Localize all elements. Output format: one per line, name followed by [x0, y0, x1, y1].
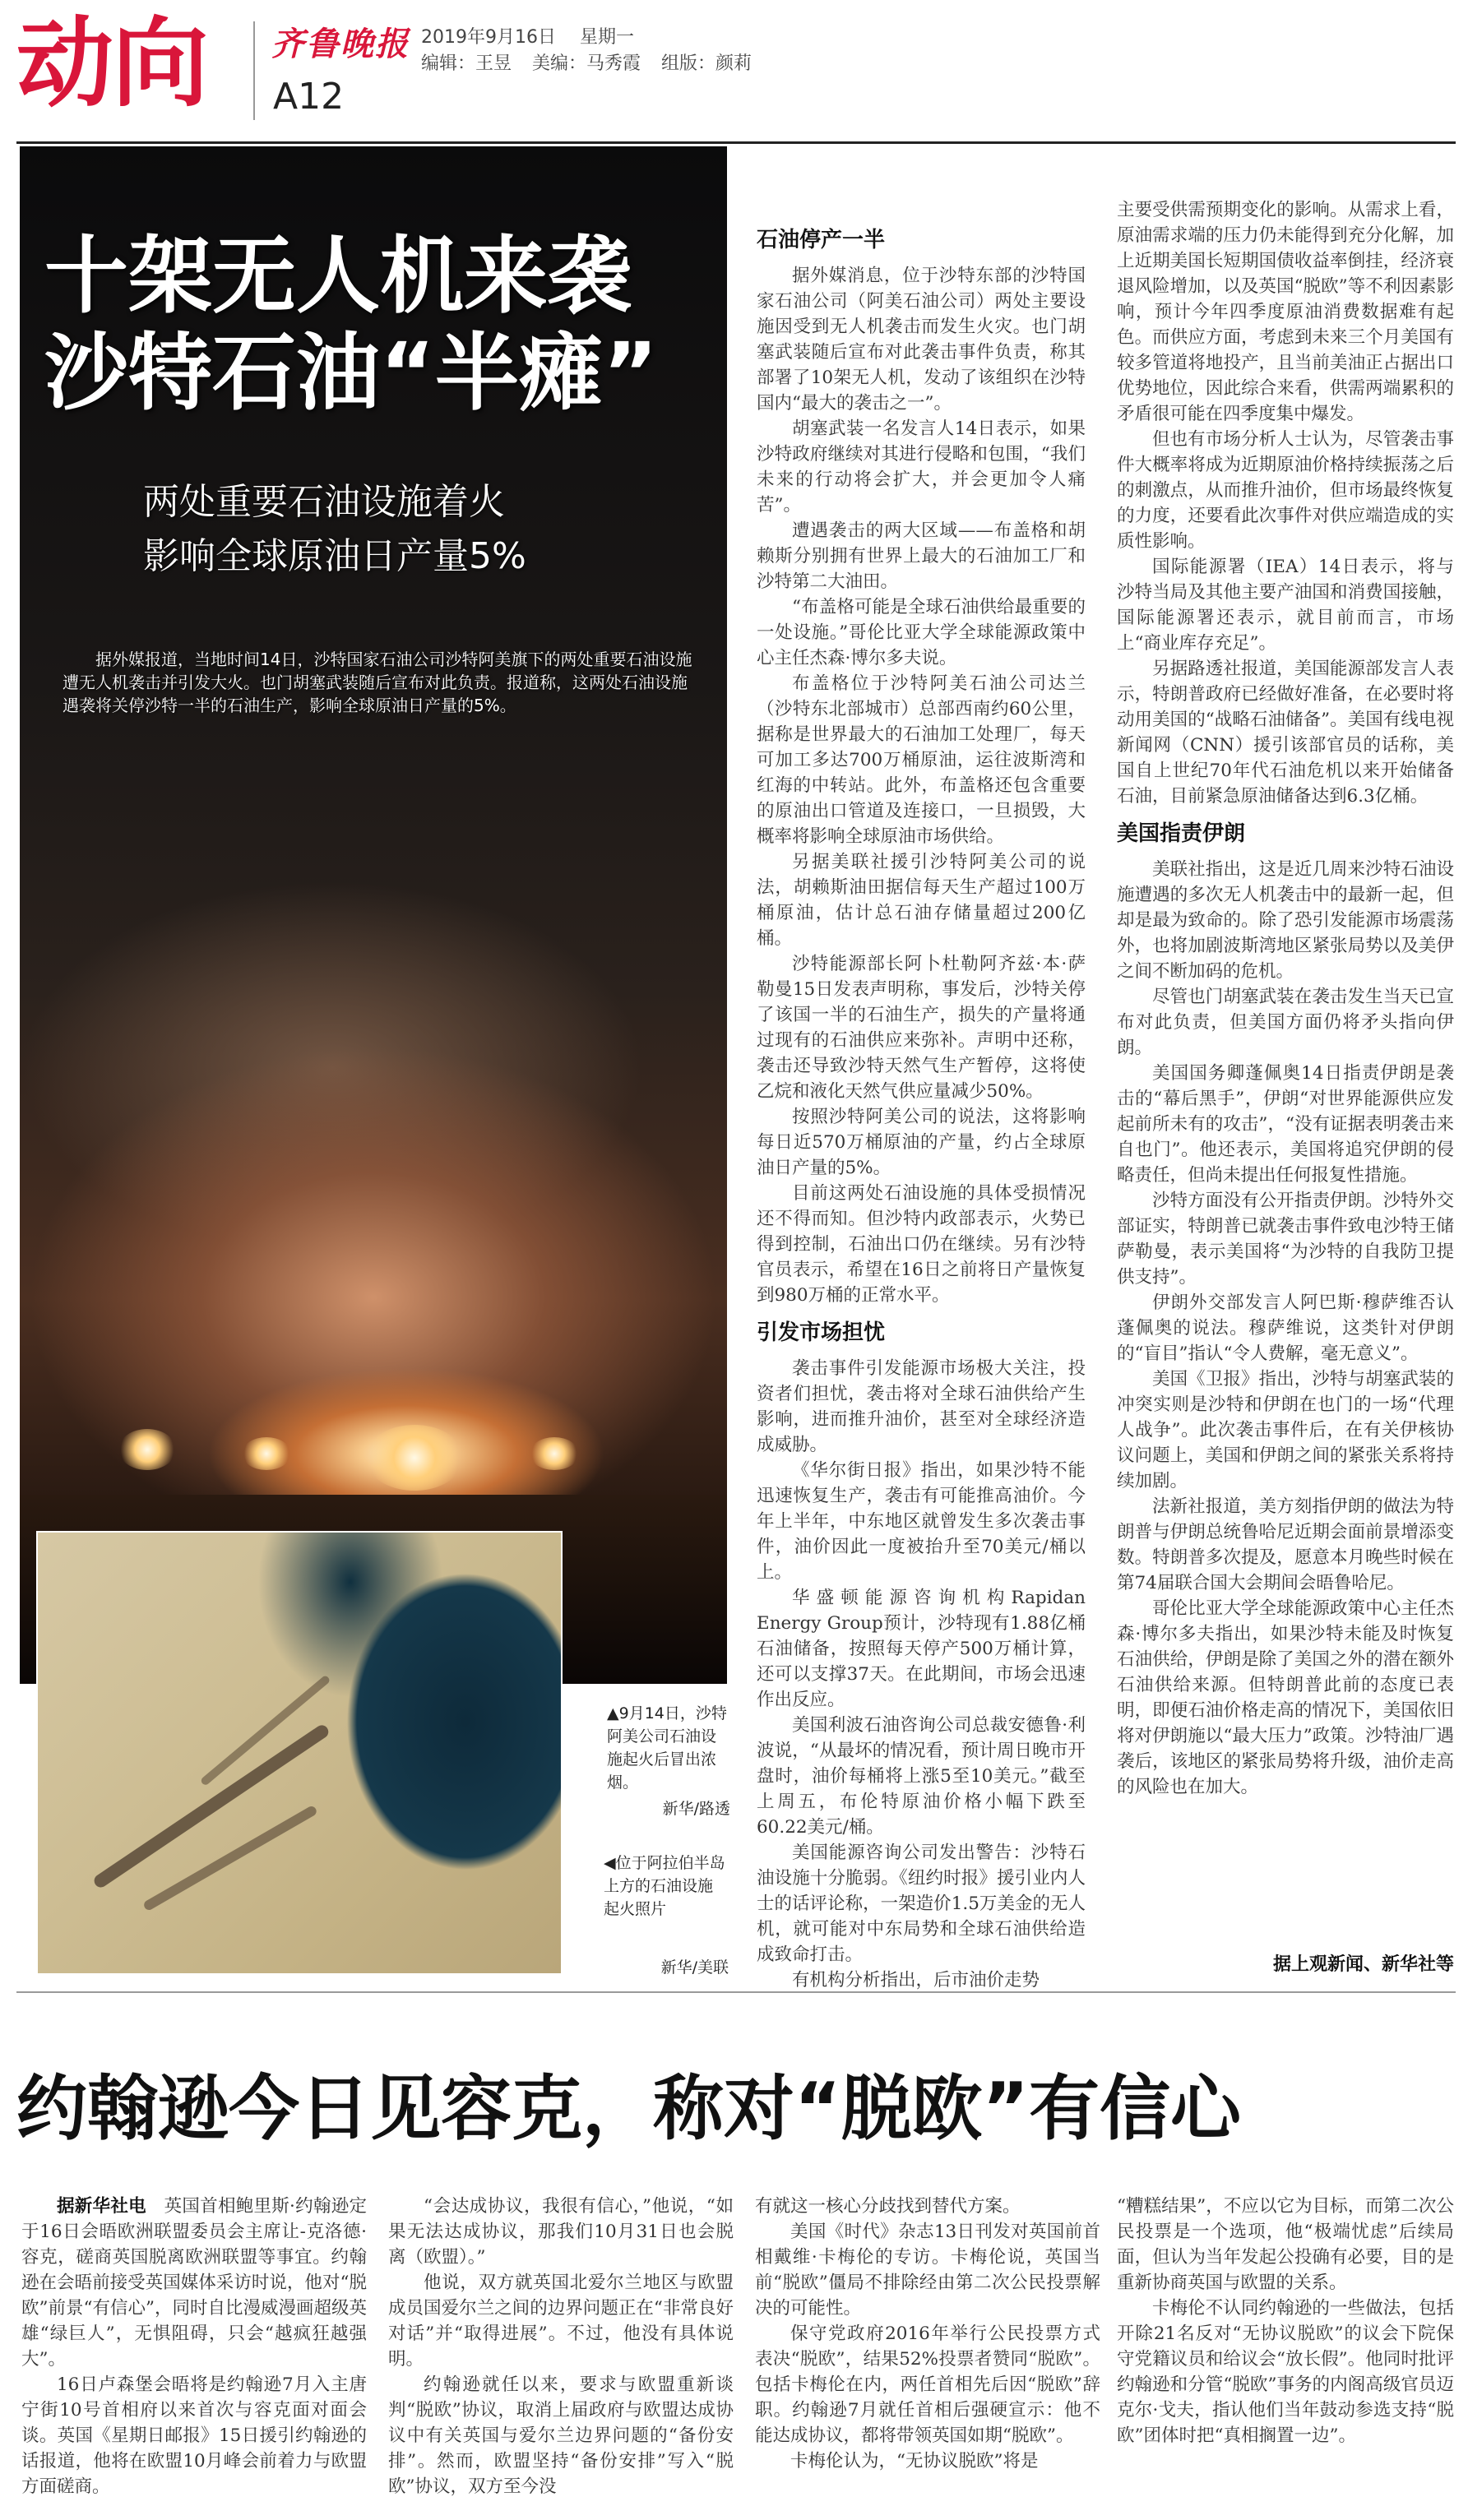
- paragraph: 袭击事件引发能源市场极大关注，投资者们担忧，袭击将对全球石油供给产生影响，进而推升油价，甚至对全球经济造成威胁。: [757, 1358, 1086, 1455]
- article-column-b: [1117, 197, 1454, 1800]
- paragraph: 沙特能源部长阿卜杜勒阿齐兹·本·萨勒曼15日发表声明称，事发后，沙特关停了该国一半的石油生产，损失的产量将通过现有的石油供应来弥补。声明中还称，袭击还导致沙特天然气生产暂停，这将使乙烷和液化天然气供应量减少50%。: [757, 954, 1086, 1102]
- paragraph: 约翰逊就任以来，要求与欧盟重新谈判“脱欧”协议，取消上届政府与欧盟达成协议中有关英国与爱尔兰边界问题的“备份安排”。然而，欧盟坚持“备份安排”写入“脱欧”协议，双方至今没: [388, 2374, 734, 2497]
- photo-caption-2: ◀位于阿拉伯半岛上方的石油设施起火照片: [604, 1854, 725, 1918]
- section-title: 动向: [16, 7, 208, 120]
- paragraph: 美国能源咨询公司发出警告：沙特石油设施十分脆弱。《纽约时报》援引业内人士的话评论称，一架造价1.5万美金的无人机，就可能对中东局势和全球石油供给造成致命打击。: [757, 1843, 1086, 1965]
- page-number: A12: [273, 76, 345, 118]
- caption-2-credit: 新华/美联: [660, 1958, 729, 1977]
- main-headline: [44, 229, 727, 423]
- paragraph: 主要受供需预期变化的影响。从需求上看，原油需求端的压力仍未能得到充分化解，加上近期美国长短期国债收益率倒挂，经济衰退风险增加，以及英国“脱欧”等不利因素影响，预计今年四季度原油消费数据难有起色。而供应方面，考虑到未来三个月美国有较多管道将地投产，且当前美油正占据出口优势地位，因此综合来看，供需两端累积的矛盾很可能在四季度集中爆发。: [1117, 200, 1454, 424]
- caption-1-credit: 新华/路透: [662, 1800, 730, 1818]
- paragraph: 国际能源署（IEA）14日表示，将与沙特当局及其他主要产油国和消费国接触，国际能源署还表示，就目前而言，市场上“商业库存充足”。: [1117, 557, 1454, 654]
- top-rule: [16, 141, 1456, 144]
- paper-logo: 齐鲁晚报: [271, 25, 410, 63]
- paragraph: 法新社报道，美方刻指伊朗的做法为特朗普与伊朗总统鲁哈尼近期会面前景增添变数。特朗普多次提及，愿意本月晚些时候在第74届联合国大会期间会晤鲁哈尼。: [1117, 1496, 1454, 1593]
- story2-column-4: [1117, 2194, 1454, 2516]
- paragraph: 另据美联社援引沙特阿美公司的说法，胡赖斯油田据信每天生产超过100万桶原油，估计总石油存储量超过200亿桶。: [757, 852, 1086, 949]
- layout-credit: 组版：颜莉: [661, 53, 753, 74]
- paragraph: 布盖格位于沙特阿美石油公司达兰（沙特东北部城市）总部西南约60公里，据称是世界最大的石油加工处理厂，每天可加工多达700万桶原油，运往波斯湾和红海的中转站。此外，布盖格还包含重要的原油出口管道及连接口，一旦损毁，大概率将影响全球原油市场供给。: [757, 673, 1086, 847]
- paragraph: “布盖格可能是全球石油供给最重要的一处设施。”哥伦比亚大学全球能源政策中心主任杰森·博尔多夫说。: [757, 597, 1086, 668]
- paragraph: 有就这一核心分歧找到替代方案。: [755, 2196, 1021, 2217]
- paragraph: 美国利波石油咨询公司总裁安德鲁·利波说，“从最坏的情况看，预计周日晚市开盘时，油价每桶将上涨5至10美元。”截至上周五，布伦特原油价格小幅下跌至60.22美元/桶。: [757, 1715, 1086, 1838]
- designer-credit: 美编：马秀霞: [532, 53, 641, 74]
- subheadline: [143, 475, 526, 584]
- masthead-divider: [253, 21, 255, 120]
- section-heading: 美国指责伊朗: [1117, 821, 1246, 846]
- subhead-line-1: 两处重要石油设施着火: [143, 481, 505, 523]
- date-line: [421, 23, 652, 49]
- paragraph: 美联社指出，这是近几周来沙特石油设施遭遇的多次无人机袭击中的最新一起，但却是最为致命的。除了恐引发能源市场震荡外，也将加剧波斯湾地区紧张局势以及美伊之间不断加码的危机。: [1117, 859, 1454, 982]
- paragraph: 卡梅伦认为，“无协议脱欧”将是: [790, 2451, 1039, 2471]
- fire-glow: [242, 1437, 291, 1470]
- paragraph: 沙特方面没有公开指责伊朗。沙特外交部证实，特朗普已就袭击事件致电沙特王储萨勒曼，表示美国将“为沙特的自我防卫提供支持”。: [1117, 1191, 1454, 1288]
- paragraph: 华盛顿能源咨询机构Rapidan Energy Group预计，沙特现有1.88亿桶石油储备，按照每天停产500万桶计算，还可以支撑37天。在此期间，市场会迅速作出反应。: [757, 1588, 1086, 1710]
- fire-glow: [118, 1429, 176, 1470]
- paragraph: 伊朗外交部发言人阿巴斯·穆萨维否认蓬佩奥的说法。穆萨维说，这类针对伊朗的“盲目”指认“令人费解，毫无意义”。: [1117, 1292, 1454, 1364]
- headline-line-1: 十架无人机来袭: [44, 228, 632, 326]
- section-heading: 石油停产一半: [757, 228, 886, 252]
- lead-paragraph: 据外媒报道，当地时间14日，沙特国家石油公司沙特阿美旗下的两处重要石油设施遭无人机袭击并引发大火。也门胡塞武装随后宣布对此负责。报道称，这两处石油设施遇袭将关停沙特一半的石油生产，影响全球原油日产量的5%。: [63, 650, 692, 715]
- photo-caption-1: [607, 1702, 730, 1820]
- fire-photo: [20, 146, 727, 1684]
- weekday: 星期一: [579, 27, 634, 48]
- paragraph: 他说，双方就英国北爱尔兰地区与欧盟成员国爱尔兰之间的边界问题正在“非常良好对话”并“取得进展”。不过，他没有具体说明。: [388, 2273, 734, 2370]
- subhead-line-2: 影响全球原油日产量5%: [143, 535, 526, 577]
- paragraph: 美国国务卿蓬佩奥14日指责伊朗是袭击的“幕后黑手”，伊朗“对世界能源供应发起前所未有的攻击”，“没有证据表明袭击来自也门”。他还表示，美国将追究伊朗的侵略责任，但尚未提出任何报复性措施。: [1117, 1063, 1454, 1186]
- paragraph: 有机构分析指出，后市油价走势: [792, 1970, 1040, 1991]
- paragraph: [21, 2194, 367, 2372]
- paragraph: 胡塞武装一名发言人14日表示，如果沙特政府继续对其进行侵略和包围，“我们未来的行动将会扩大，并会更加令人痛苦”。: [757, 418, 1086, 516]
- story2-column-2: [388, 2194, 734, 2516]
- editor-credit: 编辑：王昱: [421, 53, 512, 74]
- dateline: 据新华社电: [57, 2196, 146, 2217]
- paragraph: 按照沙特阿美公司的说法，这将影响每日近570万桶原油的产量，约占全球原油日产量的5%。: [757, 1107, 1086, 1178]
- second-headline: 约翰逊今日见容克，称对“脱欧”有信心: [16, 2068, 1242, 2150]
- paragraph: 美国《卫报》指出，沙特与胡塞武装的冲突实则是沙特和伊朗在也门的一场“代理人战争”。此次袭击事件后，在有关伊核协议问题上，美国和伊朗之间的紧张关系将持续加剧。: [1117, 1369, 1454, 1491]
- paragraph: 目前这两处石油设施的具体受损情况还不得而知。但沙特内政部表示，火势已得到控制，石油出口仍在继续。另有沙特官员表示，希望在16日之前将日产量恢复到980万桶的正常水平。: [757, 1183, 1086, 1306]
- article-column-a: [757, 215, 1086, 1993]
- section-heading: 引发市场担忧: [757, 1320, 886, 1345]
- paragraph: 遭遇袭击的两大区域——布盖格和胡赖斯分别拥有世界上最大的石油加工厂和沙特第二大油田。: [757, 520, 1086, 592]
- story-divider: [16, 1991, 1456, 1993]
- paragraph: 卡梅伦不认同约翰逊的一些做法，包括开除21名反对“无协议脱欧”的议会下院保守党籍议员和给议会“放长假”。他同时批评约翰逊和分管“脱欧”事务的内阁高级官员迈克尔·戈夫，指认他们当年鼓动参选支持“脱欧”团体时把“真相搁置一边”。: [1117, 2298, 1454, 2446]
- headline-line-2: 沙特石油“半瘫”: [44, 325, 659, 423]
- fire-glow: [365, 1425, 464, 1491]
- fire-glow: [530, 1437, 579, 1470]
- publish-date: 2019年9月16日: [421, 27, 556, 48]
- paragraph: “会达成协议，我很有信心，”他说，“如果无法达成协议，那我们10月31日也会脱离（欧盟）。”: [388, 2196, 734, 2268]
- paragraph-text: 英国首相鲍里斯·约翰逊定于16日会晤欧洲联盟委员会主席让-克洛德·容克，磋商英国脱离欧洲联盟等事宜。约翰逊在会晤前接受英国媒体采访时说，他对“脱欧”前景“有信心”，同时自比漫威漫画超级英雄“绿巨人”，无惧阻碍，只会“越疯狂越强大”。: [21, 2196, 367, 2370]
- paragraph: 16日卢森堡会晤将是约翰逊7月入主唐宁街10号首相府以来首次与容克面对面会谈。英国《星期日邮报》15日援引约翰逊的话报道，他将在欧盟10月峰会前着力与欧盟方面磋商。: [21, 2374, 367, 2497]
- paragraph: 哥伦比亚大学全球能源政策中心主任杰森·博尔多夫指出，如果沙特未能及时恢复石油供给，伊朗是除了美国之外的潜在额外石油供给来源。但特朗普此前的态度已表明，即便石油价格走高的情况下，美国依旧将对伊朗施以“最大压力”政策。沙特油厂遇袭后，该地区的紧张局势将升级，油价走高的风险也在加大。: [1117, 1598, 1454, 1797]
- story-source: 据上观新闻、新华社等: [1272, 1954, 1454, 1975]
- paragraph: 据外媒消息，位于沙特东部的沙特国家石油公司（阿美石油公司）两处主要设施因受到无人机袭击而发生火灾。也门胡塞武装随后宣布对此袭击事件负责，称其部署了10架无人机，发动了该组织在沙特国内“最大的袭击之一”。: [757, 266, 1086, 414]
- paragraph: 美国《时代》杂志13日刊发对英国前首相戴维·卡梅伦的专访。卡梅伦说，英国当前“脱欧”僵局不排除经由第二次公民投票解决的可能性。: [755, 2222, 1100, 2319]
- story2-column-3: [755, 2194, 1100, 2516]
- satellite-photo: [36, 1531, 563, 1975]
- story2-column-1: [21, 2194, 367, 2516]
- caption-1-text: ▲9月14日，沙特阿美公司石油设施起火后冒出浓烟。: [607, 1704, 727, 1792]
- paragraph: 保守党政府2016年举行公民投票方式表决“脱欧”，结果52%投票者赞同“脱欧”。包括卡梅伦在内，两任首相先后因“脱欧”辞职。约翰逊7月就任首相后强硬宣示：他不能达成协议，都将带领英国如期“脱欧”。: [755, 2323, 1100, 2446]
- paragraph: 《华尔街日报》指出，如果沙特不能迅速恢复生产，袭击有可能推高油价。今年上半年，中东地区就曾发生多次袭击事件，油价因此一度被抬升至70美元/桶以上。: [757, 1460, 1086, 1583]
- masthead: [16, 7, 1456, 130]
- smoke-plume: [142, 1805, 318, 1912]
- paragraph: 尽管也门胡塞武装在袭击发生当天已宣布对此负责，但美国方面仍将矛头指向伊朗。: [1117, 987, 1454, 1058]
- paragraph: 但也有市场分析人士认为，尽管袭击事件大概率将成为近期原油价格持续振荡之后的刺激点，从而推升油价，但市场最终恢复的力度，还要看此次事件对供应端造成的实质性影响。: [1117, 429, 1454, 552]
- paragraph: “糟糕结果”，不应以它为目标，而第二次公民投票是一个选项，他“极端忧虑”后续局面，但认为当年发起公投确有必要，目的是重新协商英国与欧盟的关系。: [1117, 2196, 1454, 2293]
- paragraph: 另据路透社报道，美国能源部发言人表示，特朗普政府已经做好准备，在必要时将动用美国的“战略石油储备”。美国有线电视新闻网（CNN）援引该部官员的话称，美国自上世纪70年代石油危机以来开始储备石油，目前紧急原油储备达到6.3亿桶。: [1117, 659, 1454, 807]
- staff-credits: [421, 49, 766, 75]
